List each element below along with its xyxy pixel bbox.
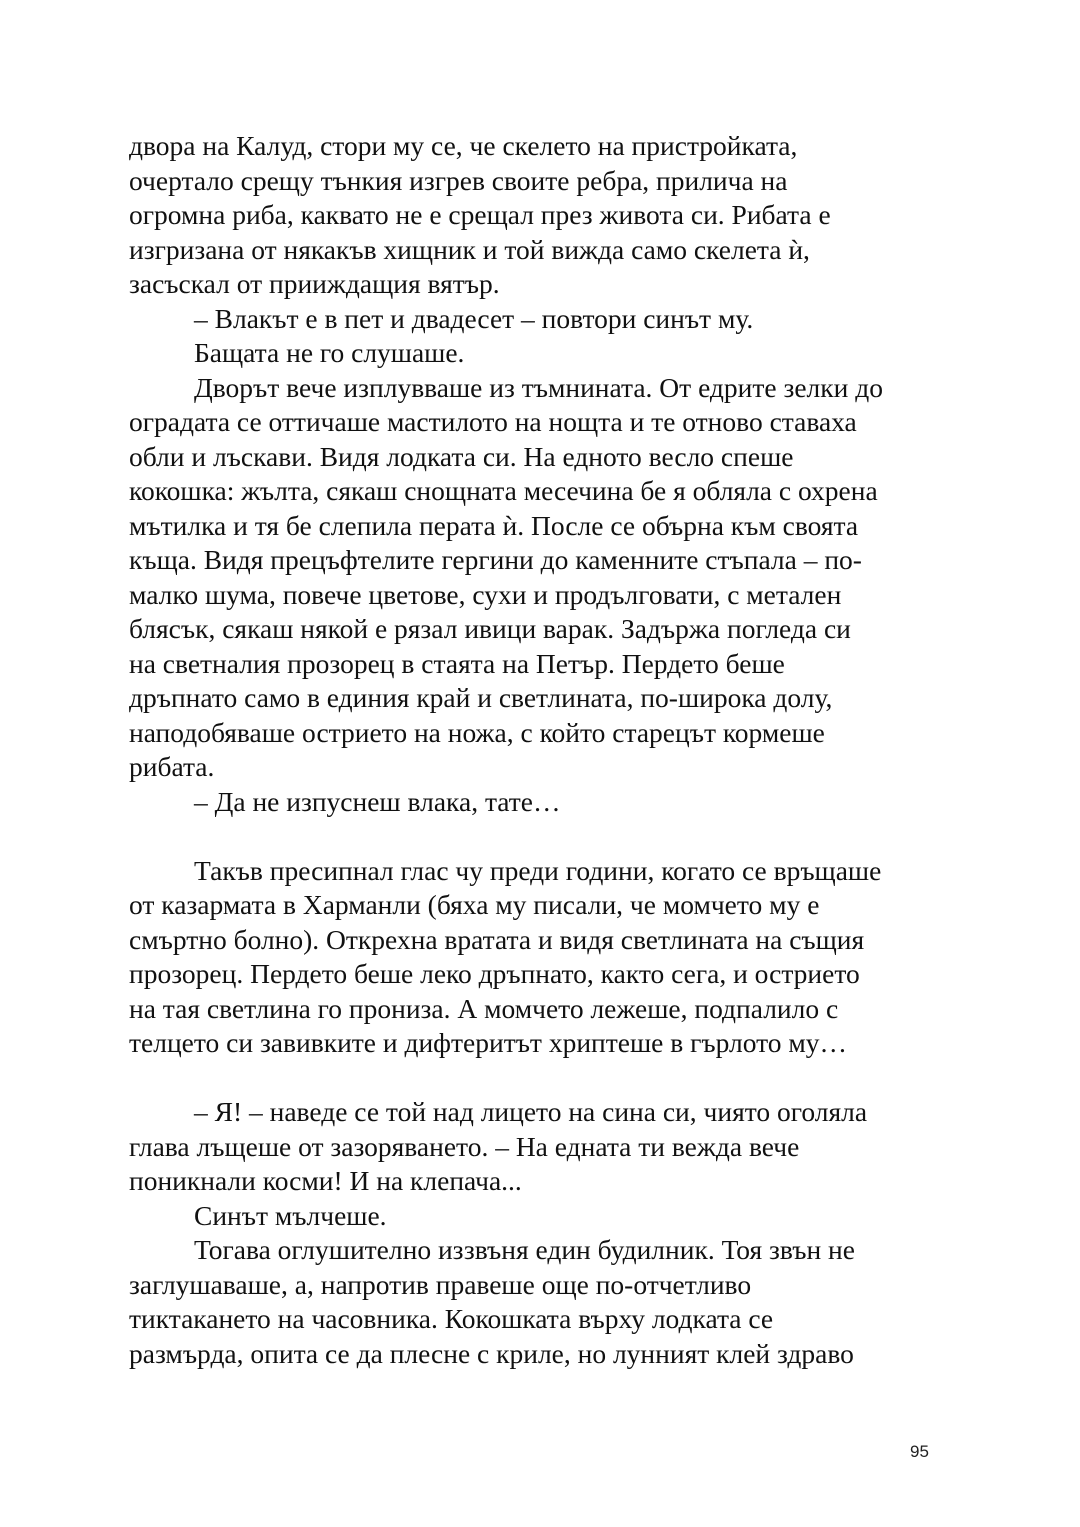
- text-line: Дворът вече изплувваше из тъмнината. От едрите зелки до: [194, 371, 883, 403]
- text-line: смъртно болно). Открехна вратата и видя светлината на същия: [129, 923, 865, 955]
- text-line: Бащата не го слушаше.: [194, 337, 465, 368]
- text-line: обли и лъскави. Видя лодката си. На едното весло спеше: [129, 440, 794, 472]
- text-line: – Влакът е в пет и двадесет – повтори синът му.: [194, 302, 754, 334]
- text-line: Синът мълчеше.: [194, 1199, 387, 1231]
- text-line: очертало срещу тънкия изгрев своите ребра, прилича на: [129, 164, 788, 196]
- text-line: блясък, сякаш някой е рязал ивици варак. Задържа погледа си: [129, 613, 851, 644]
- body-text: [129, 129, 959, 1371]
- text-line: – Я! – наведе се той над лицето на сина си, чиято оголяла: [194, 1096, 868, 1127]
- text-line: рибата.: [129, 751, 215, 782]
- text-line: глава лъщеше от зазоряването. – На едната ти вежда вече: [129, 1130, 800, 1162]
- page-number: 95: [910, 1442, 929, 1461]
- text-line: огромна риба, каквато не е срещал през живота си. Рибата е: [129, 199, 831, 230]
- paragraph-gap: [129, 819, 959, 854]
- text-line: дръпнато само в единия край и светлината, по-широка долу,: [129, 682, 833, 713]
- text-line: кокошка: жълта, сякаш снощната месечина бе я обляла с охрена: [129, 475, 878, 506]
- text-line: от казармата в Харманли (бяха му писали, че момчето му е: [129, 889, 820, 920]
- text-line: на светналия прозорец в стаята на Петър. Пердето беше: [129, 647, 785, 679]
- text-line: малко шума, повече цветове, сухи и продълговати, с метален: [129, 578, 842, 610]
- text-line: двора на Калуд, стори му се, че скелето на пристройката,: [129, 130, 798, 161]
- paragraph-gap: [129, 1061, 959, 1096]
- text-line: размърда, опита се да плесне с криле, но лунният клей здраво: [129, 1337, 854, 1369]
- text-line: заглушаваше, а, напротив правеше още по-отчетливо: [129, 1268, 752, 1300]
- text-line: тиктакането на часовника. Кокошката върху лодката се: [129, 1303, 774, 1334]
- text-line: телцето си завивките и дифтеритът хриптеше в гърлото му…: [129, 1027, 848, 1058]
- text-line: засъскал от прииждащия вятър.: [129, 268, 500, 299]
- text-line: мътилка и тя бе слепила перата ѝ. После се обърна към своята: [129, 509, 859, 541]
- text-line: изгризана от някакъв хищник и той вижда само скелета ѝ,: [129, 233, 810, 265]
- text-line: – Да не изпуснеш влака, тате…: [194, 785, 561, 817]
- text-line: прозорец. Пердето беше леко дръпнато, както сега, и острието: [129, 958, 860, 989]
- text-line: оградата се оттичаше мастилото на нощта и те отново ставаха: [129, 406, 857, 437]
- text-line: къща. Видя прецъфтелите гергини до каменните стъпала – по-: [129, 544, 862, 575]
- text-line: Такъв пресипнал глас чу преди години, когато се връщаше: [194, 854, 882, 886]
- text-line: наподобяваше острието на ножа, с който старецът кормеше: [129, 716, 825, 748]
- text-line: поникнали косми! И на клепача...: [129, 1165, 522, 1196]
- text-line: на тая светлина го прониза. А момчето лежеше, подпалило с: [129, 992, 839, 1024]
- text-line: Тогава оглушително иззвъня един будилник. Тоя звън не: [194, 1234, 855, 1265]
